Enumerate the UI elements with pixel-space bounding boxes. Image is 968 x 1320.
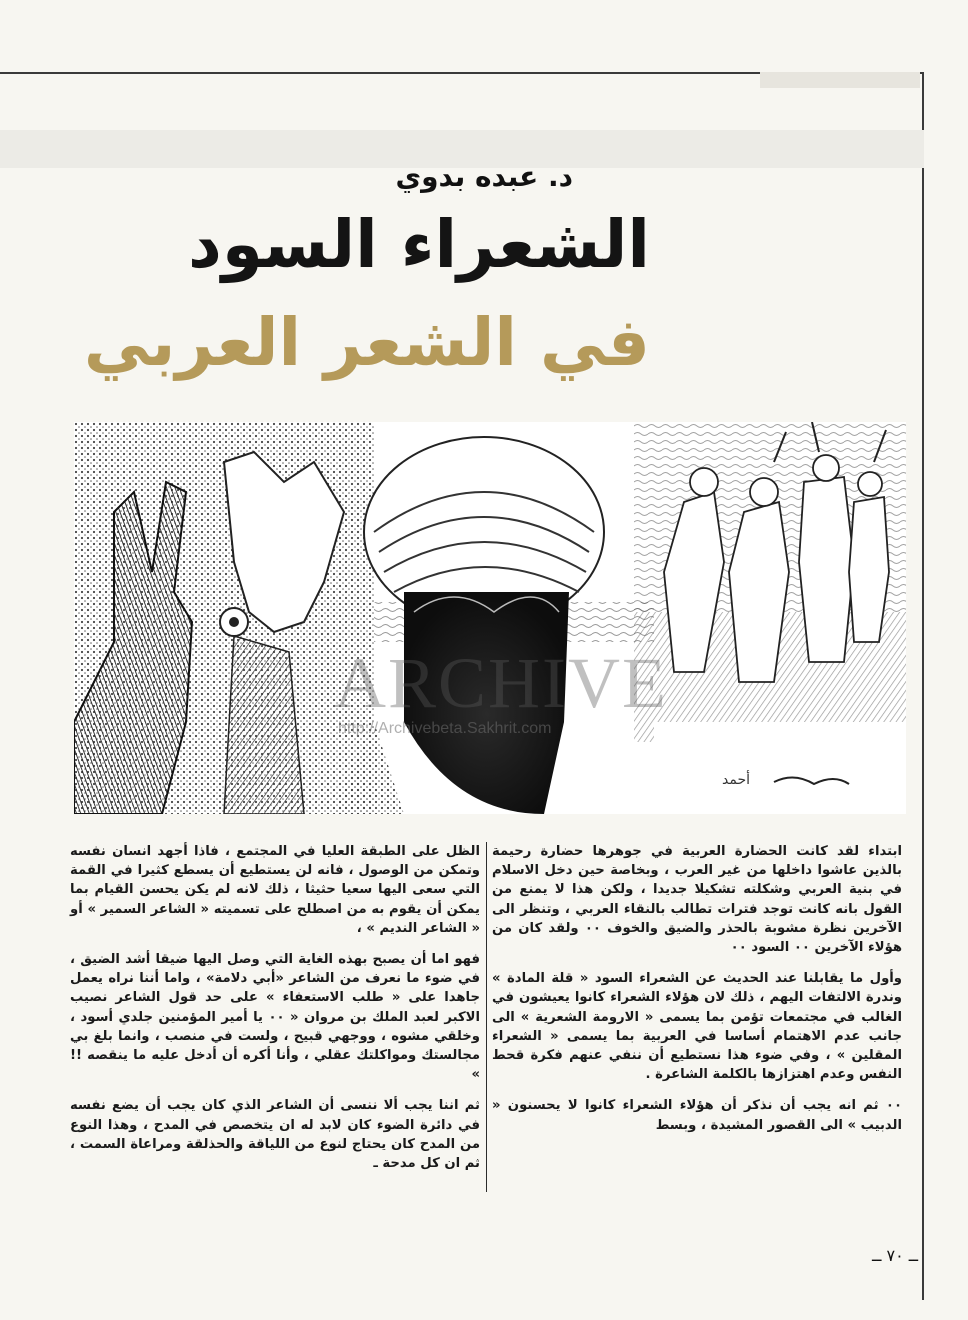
paragraph: ٠٠ ثم انه يجب أن نذكر أن هؤلاء الشعراء كانوا لا يحسنون « الدبيب » الى القصور المشيدة ، وبسط bbox=[492, 1098, 902, 1133]
paragraph: ثم اننا يجب ألا ننسى أن الشاعر الذي كان يجب أن يضع نفسه في دائرة الضوء كان لابد له ان يتخصص في المدح ، وهذا النوع من المدح كان يحتاج لنوع من اللياقة والحذلقة ومراعاة السمت ، ثم ان كل مدحة ـ bbox=[70, 1098, 480, 1172]
illustration-signature: أحمد bbox=[722, 772, 750, 788]
archive-watermark-url: http://Archivebeta.Sakhrit.com bbox=[338, 720, 552, 737]
paragraph: ابتداء لقد كانت الحضارة العربية في جوهرها حضارة رحيمة بالذين عاشوا داخلها من غير العرب ، وبخاصة حين دخل الاسلام في بنية العربي وشكلته تشكيلا جديدا ، ولكن هذا لا يمنع من القول بانه كانت توجد فترات تطالب بالنقاء العربي ، وتنظر الى الآخرين نظرة مشوبة بالحذر والضيق والخوف ٠٠ ولقد كان من هؤلاء الآخرين ٠٠ السود ٠٠ bbox=[492, 844, 902, 956]
article-title-line1: الشعراء السود bbox=[187, 206, 650, 283]
paragraph: وأول ما يقابلنا عند الحديث عن الشعراء السود « قلة المادة » وندرة الالتفات اليهم ، ذلك لان هؤلاء الشعراء كانوا يعيشون في الغالب في مجتمعات تؤمن بما يسمى « الارومة الشعرية » الى جانب عدم الاهتمام أساسا في العربية بما يسمى « الشعراء المقلين » ، وفي ضوء هذا نستطيع أن ننفي عنهم فكرة قحط النفس وعدم اهتزازها بالكلمة الشاعرة . bbox=[492, 971, 902, 1083]
archive-watermark: ARCHIVE bbox=[334, 643, 668, 723]
page-number: ــ ٧٠ ــ bbox=[872, 1246, 919, 1265]
article-illustration bbox=[74, 422, 906, 814]
illustration-drawing bbox=[74, 422, 906, 814]
header-strip bbox=[760, 72, 920, 88]
article-column-right bbox=[492, 842, 902, 1147]
paragraph: الظل على الطبقة العليا في المجتمع ، فاذا أجهد انسان نفسه وتمكن من الوصول ، فانه لن يستطيع أن يسطع كثيرا في القمة التي سعى اليها سعيا حثيثا ، ذلك لانه لم يكن يحسن القيام بما يمكن أن يقوم به من اصطلح على تسميته « الشاعر السمير » أو « الشاعر النديم » ، bbox=[70, 844, 480, 936]
article-column-left bbox=[70, 842, 480, 1185]
column-divider bbox=[486, 842, 487, 1192]
paragraph: فهو اما أن يصبح بهذه الغاية التي وصل اليها ضيقا أشد الضيق ، في ضوء ما نعرف من الشاعر «أبي دلامة» ، واما أننا نراه يعمل جاهدا على « طلب الاستعفاء » على حد قول الشاعر نصيب الاكبر لعبد الملك بن مروان « ٠٠ يا أمير المؤمنين جلدي أسود ، وخلقي مشوه ، ووجهي قبيح ، ولست في منصب ، وانما بلغ بي مجالستك ومواكلتك عقلي ، وأنا أكره أن أدخل عليه ما ينقصه !! » bbox=[70, 952, 480, 1083]
author-name: د. عبده بدوي bbox=[395, 160, 573, 193]
article-title-line2: في الشعر العربي bbox=[83, 304, 650, 381]
